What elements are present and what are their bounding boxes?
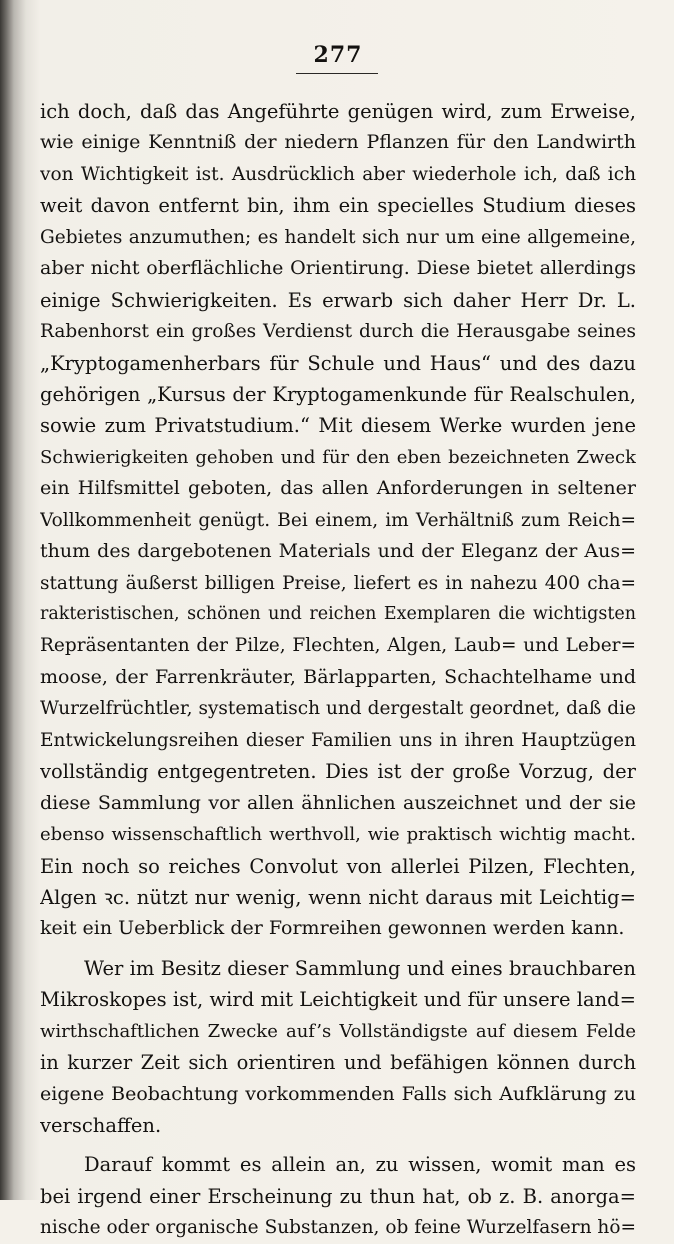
- paragraph-1: [40, 96, 636, 945]
- text-line: eigene Beobachtung vorkommenden Falls sich Aufklärung zu: [40, 1082, 636, 1105]
- paragraph-2: [40, 953, 636, 1142]
- text-line: nische oder organische Substanzen, ob feine Wurzelfasern hö=: [40, 1217, 636, 1239]
- paragraph-gap: [40, 1141, 636, 1149]
- text-line: ich doch, daß das Angeführte genügen wird, zum Erweise,: [40, 100, 636, 123]
- text-line: ein Hilfsmittel geboten, das allen Anforderungen in seltener: [40, 477, 636, 500]
- text-line: Wer im Besitz dieser Sammlung und eines brauchbaren: [84, 956, 636, 980]
- body-text: [40, 96, 636, 1244]
- text-line: Repräsentanten der Pilze, Flechten, Algen, Laub= und Leber=: [40, 635, 636, 657]
- text-line: gehörigen „Kursus der Kryptogamenkunde für Realschulen,: [40, 382, 636, 406]
- text-line: Mikroskopes ist, wird mit Leichtigkeit und für unsere land=: [40, 988, 636, 1012]
- text-line: in kurzer Zeit sich orientiren und befähigen können durch: [40, 1051, 636, 1075]
- text-line: diese Sammlung vor allen ähnlichen auszeichnet und der sie: [40, 791, 636, 814]
- text-line: Schwierigkeiten gehoben und für den eben bezeichneten Zweck: [40, 446, 636, 468]
- text-line: Ein noch so reiches Convolut von allerlei Pilzen, Flechten,: [40, 854, 636, 878]
- text-line: Darauf kommt es allein an, zu wissen, womit man es: [84, 1153, 636, 1177]
- text-line: bei irgend einer Erscheinung zu thun hat, ob z. B. anorga=: [40, 1184, 636, 1208]
- text-line: stattung äußerst billigen Preise, liefert es in nahezu 400 cha=: [40, 572, 636, 594]
- text-line: moose, der Farrenkräuter, Bärlapparten, Schachtelhame und: [40, 665, 636, 688]
- page-number: 277: [313, 42, 363, 68]
- text-line: wie einige Kenntniß der niedern Pflanzen für den Landwirth: [40, 131, 636, 154]
- text-line: von Wichtigkeit ist. Ausdrücklich aber wiederhole ich, daß ich: [40, 163, 636, 185]
- text-line: „Kryptogamenherbars für Schule und Haus“ und des dazu: [40, 351, 636, 375]
- paragraph-3: [40, 1149, 636, 1243]
- text-line: rakteristischen, schönen und reichen Exemplaren die wichtigsten: [40, 604, 636, 624]
- page-number-rule: [296, 73, 378, 74]
- text-line: aber nicht oberflächliche Orientirung. Diese bietet allerdings: [40, 257, 636, 280]
- text-line: Rabenhorst ein großes Verdienst durch die Herausgabe seines: [40, 321, 636, 343]
- text-line: weit davon entfernt bin, ihm ein specielles Studium dieses: [40, 194, 636, 218]
- paragraph-gap: [40, 945, 636, 953]
- text-line: verschaffen.: [40, 1114, 162, 1137]
- text-line: einige Schwierigkeiten. Es erwarb sich daher Herr Dr. L.: [40, 288, 636, 312]
- text-line: Entwickelungsreihen dieser Familien uns in ihren Hauptzügen: [40, 729, 636, 751]
- text-line: Gebietes anzumuthen; es handelt sich nur um eine allgemeine,: [40, 226, 636, 248]
- text-line: wirthschaftlichen Zwecke auf’s Vollständigste auf diesem Felde: [40, 1020, 636, 1042]
- text-line: sowie zum Privatstudium.“ Mit diesem Werke wurden jene: [40, 414, 636, 438]
- text-line: keit ein Ueberblick der Formreihen gewonnen werden kann.: [40, 917, 625, 940]
- text-line: Wurzelfrüchtler, systematisch und dergestalt geordnet, daß die: [40, 698, 636, 720]
- text-line: ebenso wissenschaftlich werthvoll, wie praktisch wichtig macht.: [40, 824, 636, 846]
- text-line: Algen ꝛc. nützt nur wenig, wenn nicht daraus mit Leichtig=: [40, 885, 636, 909]
- text-line: vollständig entgegentreten. Dies ist der große Vorzug, der: [40, 760, 636, 784]
- text-line: Vollkommenheit genügt. Bei einem, im Verhältniß zum Reich=: [40, 509, 636, 531]
- text-line: thum des dargebotenen Materials und der Eleganz der Aus=: [40, 540, 636, 563]
